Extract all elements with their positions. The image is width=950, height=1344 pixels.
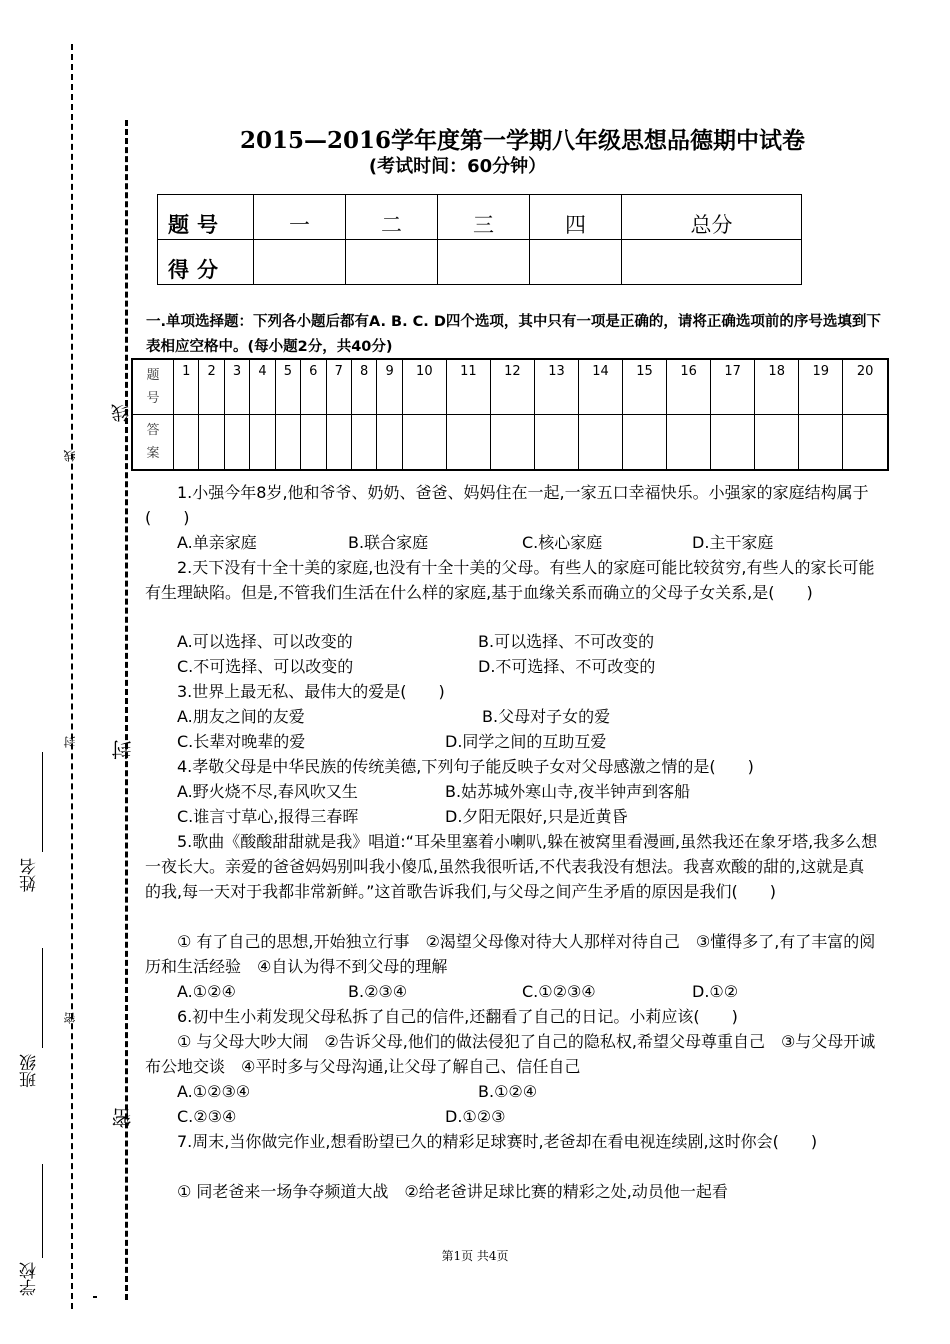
binding-line-big: 线 (111, 404, 132, 422)
q1-option-a: A.单亲家庭 (177, 533, 257, 552)
q1-option-c: C.核心家庭 (522, 533, 603, 552)
answer-number-cell: 12 (490, 359, 534, 415)
score-cell[interactable] (622, 240, 802, 285)
answer-cell[interactable] (326, 415, 351, 471)
answer-cell[interactable] (199, 415, 224, 471)
score-cell[interactable] (530, 240, 622, 285)
answer-number-cell: 2 (199, 359, 224, 415)
answer-cell[interactable] (446, 415, 490, 471)
binding-secret-label: 密 (63, 1012, 77, 1024)
answer-cell[interactable] (250, 415, 275, 471)
answer-row-label-question (132, 359, 174, 415)
answer-cell[interactable] (843, 415, 888, 471)
answer-number-cell: 19 (799, 359, 843, 415)
name-label: 姓名 (20, 858, 40, 892)
answer-number-cell: 18 (755, 359, 799, 415)
q2-option-d: D.不可选择、不可改变的 (478, 657, 656, 676)
class-fill-line[interactable] (42, 948, 43, 1048)
answer-number-cell: 4 (250, 359, 275, 415)
question-3: 3.世界上最无私、最伟大的爱是( ) (177, 682, 445, 701)
q5-option-a: A.①②④ (177, 982, 236, 1001)
q5-option-c: C.①②③④ (522, 982, 596, 1001)
binding-seal-label: 封 (63, 736, 77, 748)
score-cell[interactable] (346, 240, 438, 285)
answer-number-cell: 7 (326, 359, 351, 415)
q4-option-a: A.野火烧不尽,春风吹又生 (177, 782, 358, 801)
answer-row-label-answer (132, 415, 174, 471)
answer-number-cell: 5 (275, 359, 300, 415)
q5-option-b: B.②③④ (348, 982, 408, 1001)
answer-number-cell: 20 (843, 359, 888, 415)
answer-cell[interactable] (275, 415, 300, 471)
answer-cell[interactable] (351, 415, 376, 471)
answer-number-cell: 1 (174, 359, 199, 415)
answer-cell[interactable] (667, 415, 711, 471)
q3-option-c: C.长辈对晚辈的爱 (177, 732, 306, 751)
answer-table (131, 358, 889, 471)
q2-option-b: B.可以选择、不可改变的 (478, 632, 655, 651)
answer-number-cell: 11 (446, 359, 490, 415)
score-col-2: 二 (346, 195, 438, 240)
question-4: 4.孝敬父母是中华民族的传统美德,下列句子能反映子女对父母感激之情的是( ) (177, 757, 754, 776)
margin-dash-mark (93, 1296, 97, 1298)
score-col-4: 四 (530, 195, 622, 240)
answer-number-cell: 9 (377, 359, 402, 415)
school-label: 学校 (20, 1262, 40, 1296)
q4-option-b: B.姑苏城外寒山寺,夜半钟声到客船 (445, 782, 691, 801)
answer-cell[interactable] (623, 415, 667, 471)
answer-row-label-question-text: 题号 (146, 367, 160, 406)
class-label: 班级 (20, 1054, 40, 1088)
answer-cell[interactable] (578, 415, 622, 471)
answer-cell[interactable] (224, 415, 249, 471)
binding-secret-big: 密 (111, 1108, 135, 1128)
question-6: 6.初中生小莉发现父母私拆了自己的信件,还翻看了自己的日记。小莉应该( ) (177, 1007, 738, 1026)
answer-number-cell: 10 (402, 359, 446, 415)
answer-number-cell: 16 (667, 359, 711, 415)
school-fill-line[interactable] (42, 1164, 43, 1258)
score-table (157, 194, 802, 285)
answer-cell[interactable] (490, 415, 534, 471)
q6-option-b: B.①②④ (478, 1082, 538, 1101)
answer-cell[interactable] (799, 415, 843, 471)
q2-option-c: C.不可选择、可以改变的 (177, 657, 354, 676)
q6-statements: ① 与父母大吵大闹 ②告诉父母,他们的做法侵犯了自己的隐私权,希望父母尊重自己 ③与父母开诚布公地交谈 ④平时多与父母沟通,让父母了解自己、信任自己 (145, 1032, 876, 1076)
answer-number-cell: 17 (711, 359, 755, 415)
answer-cell[interactable] (174, 415, 199, 471)
q3-option-d: D.同学之间的互助互爱 (445, 732, 607, 751)
score-col-3: 三 (438, 195, 530, 240)
binding-line-label: 线 (63, 450, 77, 462)
q5-statements: ① 有了自己的思想,开始独立行事 ②渴望父母像对待大人那样对待自己 ③懂得多了,有了丰富的阅历和生活经验 ④自认为得不到父母的理解 (145, 932, 876, 976)
q6-option-a: A.①②③④ (177, 1082, 251, 1101)
q6-option-c: C.②③④ (177, 1107, 237, 1126)
q6-option-d: D.①②③ (445, 1107, 506, 1126)
q1-option-d: D.主干家庭 (692, 533, 774, 552)
q4-option-d: D.夕阳无限好,只是近黄昏 (445, 807, 628, 826)
answer-number-cell: 13 (534, 359, 578, 415)
answer-row-label-answer-text: 答案 (146, 422, 160, 461)
score-cell[interactable] (254, 240, 346, 285)
answer-cell[interactable] (402, 415, 446, 471)
name-fill-line[interactable] (42, 752, 43, 852)
section1-instructions: 一.单项选择题：下列各小题后都有A. B. C. D四个选项，其中只有一项是正确的，请将正确选项前的序号选填到下表相应空格中。(每小题2分，共40分) (146, 314, 881, 355)
answer-number-cell: 6 (301, 359, 326, 415)
score-cell[interactable] (438, 240, 530, 285)
question-7: 7.周末,当你做完作业,想看盼望已久的精彩足球赛时,老爸却在看电视连续剧,这时你会( ) (177, 1132, 818, 1151)
answer-cell[interactable] (711, 415, 755, 471)
answer-cell[interactable] (301, 415, 326, 471)
q2-option-a: A.可以选择、可以改变的 (177, 632, 353, 651)
answer-cell[interactable] (534, 415, 578, 471)
question-5: 5.歌曲《酸酸甜甜就是我》唱道:“耳朵里塞着小喇叭,躲在被窝里看漫画,虽然我还在象牙塔,我多么想一夜长大。亲爱的爸爸妈妈别叫我小傻瓜,虽然我很听话,不代表我没有想法。我喜欢酸的甜的,这就是真的我,每一天对于我都非常新鲜。”这首歌告诉我们,与父母之间产生矛盾的原因是我们( ) (145, 832, 878, 901)
q3-option-a: A.朋友之间的友爱 (177, 707, 305, 726)
score-col-total: 总分 (622, 195, 802, 240)
exam-subtitle: (考试时间：60分钟） (368, 156, 547, 177)
outer-dashed-binding-line (71, 44, 73, 1309)
question-2: 2.天下没有十全十美的家庭,也没有十全十美的父母。有些人的家庭可能比较贫穷,有些人的家长可能有生理缺陷。但是,不管我们生活在什么样的家庭,基于血缘关系而确立的父母子女关系,是( ) (145, 558, 875, 602)
q4-option-c: C.谁言寸草心,报得三春晖 (177, 807, 359, 826)
exam-title: 2015—2016学年度第一学期八年级思想品德期中试卷 (239, 127, 806, 154)
question-1: 1.小强今年8岁,他和爷爷、奶奶、爸爸、妈妈住在一起,一家五口幸福快乐。小强家的家庭结构属于( ) (145, 483, 869, 527)
q1-option-b: B.联合家庭 (348, 533, 429, 552)
answer-cell[interactable] (377, 415, 402, 471)
answer-number-cell: 3 (224, 359, 249, 415)
answer-cell[interactable] (755, 415, 799, 471)
score-row-label-score: 得分 (158, 240, 254, 285)
score-col-1: 一 (254, 195, 346, 240)
page-number: 第1页 共4页 (441, 1249, 509, 1263)
answer-number-cell: 14 (578, 359, 622, 415)
q3-option-b: B.父母对子女的爱 (482, 707, 611, 726)
score-row-label-question: 题号 (158, 195, 254, 240)
q5-option-d: D.①② (692, 982, 739, 1001)
answer-number-cell: 8 (351, 359, 376, 415)
binding-seal-big: 封 (111, 740, 135, 760)
q7-statements: ① 同老爸来一场争夺频道大战 ②给老爸讲足球比赛的精彩之处,动员他一起看 (177, 1182, 728, 1201)
answer-number-cell: 15 (623, 359, 667, 415)
